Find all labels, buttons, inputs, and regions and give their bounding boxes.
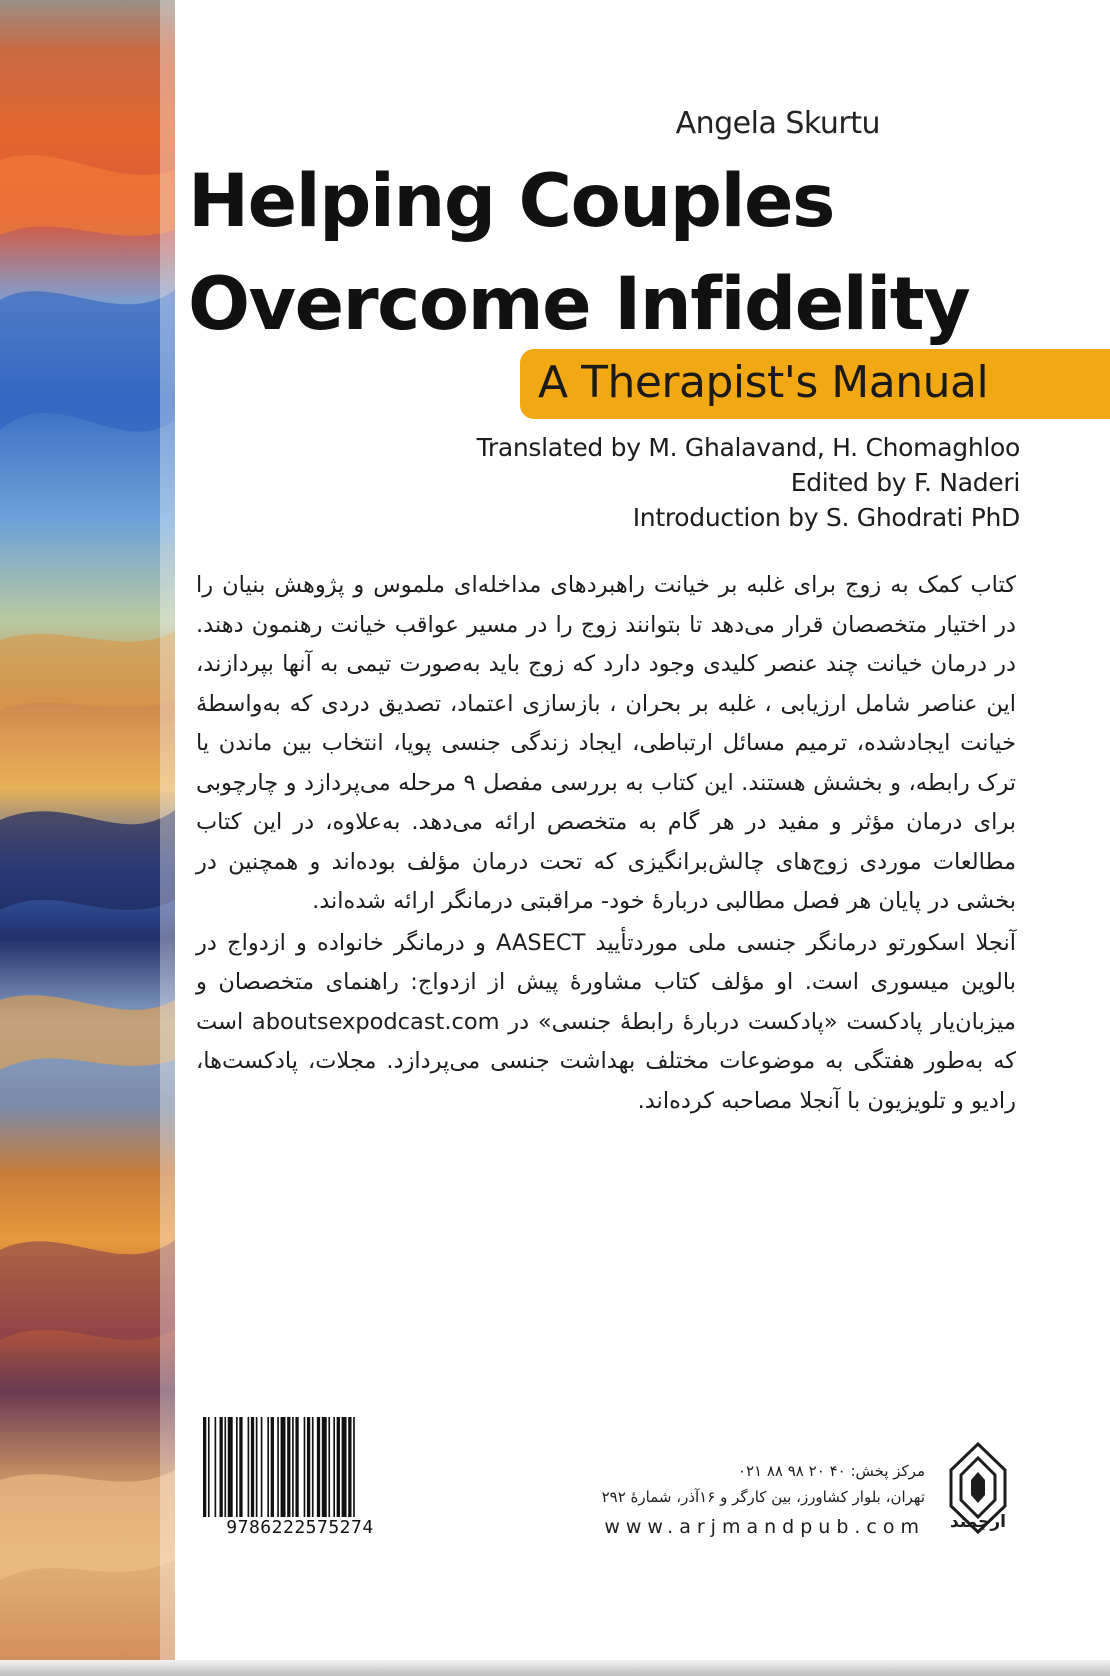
publisher-website: www.arjmandpub.com: [604, 1516, 925, 1538]
publisher-info: [465, 1458, 925, 1542]
publisher-logo-icon: [943, 1440, 1013, 1550]
introduction-credit: Introduction by S. Ghodrati PhD: [632, 503, 1020, 532]
book-title-line-2: Overcome Infidelity: [188, 262, 970, 347]
editor-credit: Edited by F. Naderi: [790, 468, 1020, 497]
watercolor-art: [0, 0, 175, 1676]
author-name: Angela Skurtu: [675, 106, 880, 141]
description-paragraph-2: آنجلا اسکورتو درمانگر جنسی ملی موردتأیید AASECT و درمانگر خانواده و ازدواج در بالوین میسوری است. او مؤلف کتاب مشاورهٔ پیش از ازدواج: راهنمای متخصصان و میزبان‌یار پادکست «پادکست دربارهٔ رابطهٔ جنسی» در aboutsexpodcast.com است که به‌طور هفتگی به موضوعات مختلف بهداشت جنسی می‌پردازد. مجلات، پادکست‌ها، رادیو و تلویزیون با آنجلا مصاحبه کرده‌اند.: [196, 929, 1016, 1114]
isbn-digits: 9786222575274: [190, 1517, 410, 1538]
book-subtitle: A Therapist's Manual: [538, 357, 989, 408]
page-bottom-shadow: [0, 1660, 1110, 1676]
translator-credit: Translated by M. Ghalavand, H. Chomaghloo: [476, 433, 1020, 462]
book-description: [196, 566, 1016, 1121]
publisher-logo-name: ارجمند: [949, 1512, 1007, 1532]
publisher-address: تهران، بلوار کشاورز، بین کارگر و ۱۶آذر، شمارهٔ ۲۹۲: [601, 1488, 925, 1506]
description-paragraph-1: کتاب کمک به زوج برای غلبه بر خیانت راهبردهای مداخله‌ای ملموس و پژوهش بنیان را در اختیار متخصصان قرار می‌دهد تا بتوانند زوج را در مسیر عواقب خیانت رهنمون دهند. در درمان خیانت چند عنصر کلیدی وجود دارد که زوج باید به‌صورت تیمی به آنها بپردازند، این عناصر شامل ارزیابی ، غلبه بر بحران ، بازسازی اعتماد، تصدیق دردی که به‌واسطهٔ خیانت ایجادشده، ترمیم مسائل ارتباطی، ایجاد زندگی جنسی پویا، انتخاب بین ماندن یا ترک رابطه، و بخشش هستند. این کتاب به بررسی مفصل ۹ مرحله می‌پردازد و چارچوبی برای درمان مؤثر و مفید در هر گام به متخصص ارائه می‌دهد. به‌علاوه، در این کتاب مطالعات موردی زوج‌های چالش‌برانگیزی که تحت درمان مؤلف بوده‌اند و همچنین در بخشی در پایان هر فصل مطالبی دربارهٔ خود- مراقبتی درمانگر ارائه شده‌اند.: [196, 572, 1016, 914]
watercolor-strip: [0, 0, 175, 1676]
distribution-phone: مرکز پخش: ۴۰ ۲۰ ۹۸ ۸۸ ۰۲۱: [737, 1462, 925, 1480]
book-title: [188, 150, 1088, 356]
credits: [320, 430, 1020, 535]
book-title-line-1: Helping Couples: [188, 159, 834, 244]
